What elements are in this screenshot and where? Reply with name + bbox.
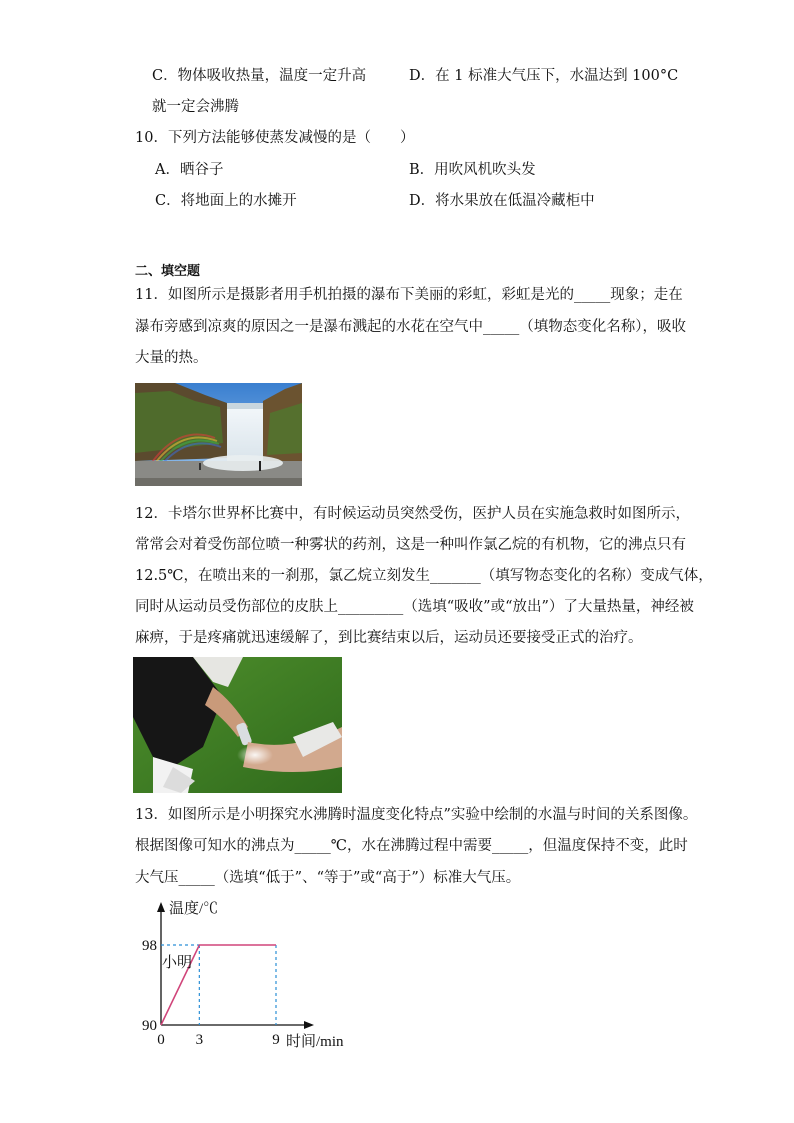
q10-option-b: B．用吹风机吹头发 (409, 162, 536, 178)
q9-option-d-continued: 就一定会沸腾 (152, 99, 239, 115)
x-axis-label: 时间/min (286, 1034, 344, 1050)
q13-line-1: 13．如图所示是小明探究水沸腾时温度变化特点”实验中绘制的水温与时间的关系图像。 (135, 807, 698, 823)
y-axis-arrow (157, 902, 165, 912)
x-axis-arrow (304, 1021, 314, 1029)
q12-line-2: 常常会对着受伤部位喷一种雾状的药剂，这是一种叫作氯乙烷的有机物，它的沸点只有 (135, 537, 686, 553)
temperature-time-chart (128, 895, 368, 1055)
waterfall-rainbow-photo (135, 383, 302, 486)
chart-svg (128, 895, 368, 1055)
q12-line-4: 同时从运动员受伤部位的皮肤上_________（选填“吸收”或“放出”）了大量热量，神经被 (135, 599, 694, 615)
q12-line-1: 12．卡塔尔世界杯比赛中，有时候运动员突然受伤，医护人员在实施急救时如图所示， (135, 506, 690, 522)
section-title-fill-in: 二、填空题 (135, 264, 201, 279)
y-tick-label-90: 90 (142, 1018, 157, 1034)
q9-option-d: D．在 1 标准大气压下，水温达到 100°C (409, 68, 679, 84)
q9-option-c: C．物体吸收热量，温度一定升高 (152, 68, 367, 84)
q11-line-1: 11．如图所示是摄影者用手机拍摄的瀑布下美丽的彩虹，彩虹是光的_____现象；走在 (135, 287, 683, 303)
q12-line-5: 麻痹，于是疼痛就迅速缓解了，到比赛结束以后，运动员还要接受正式的治疗。 (135, 630, 643, 646)
q11-line-2: 瀑布旁感到凉爽的原因之一是瀑布溅起的水花在空气中_____（填物态变化名称），吸收 (135, 319, 686, 335)
q10-option-c: C．将地面上的水摊开 (155, 193, 297, 209)
y-axis-label: 温度/℃ (169, 901, 219, 917)
q13-line-3: 大气压_____（选填“低于”、“等于”或“高于”）标准大气压。 (135, 870, 521, 886)
q13-line-2: 根据图像可知水的沸点为_____℃，水在沸腾过程中需要_____，但温度保持不变，此时 (135, 838, 688, 854)
x-tick-label-9: 9 (272, 1032, 280, 1048)
q10-option-a: A．晒谷子 (155, 162, 224, 178)
q10-option-d: D．将水果放在低温冷藏柜中 (409, 193, 595, 209)
series-label-xiaoming: 小明 (162, 955, 193, 971)
y-tick-label-98: 98 (142, 938, 157, 954)
x-tick-label-3: 3 (195, 1032, 204, 1048)
q11-line-3: 大量的热。 (135, 350, 208, 366)
q12-line-3: 12.5℃，在喷出来的一刹那，氯乙烷立刻发生_______（填写物态变化的名称）变成气体， (135, 568, 713, 584)
x-tick-label-0: 0 (157, 1032, 165, 1048)
q10-stem: 10．下列方法能够使蒸发减慢的是（ ） (135, 130, 415, 146)
first-aid-spray-photo (133, 657, 342, 793)
